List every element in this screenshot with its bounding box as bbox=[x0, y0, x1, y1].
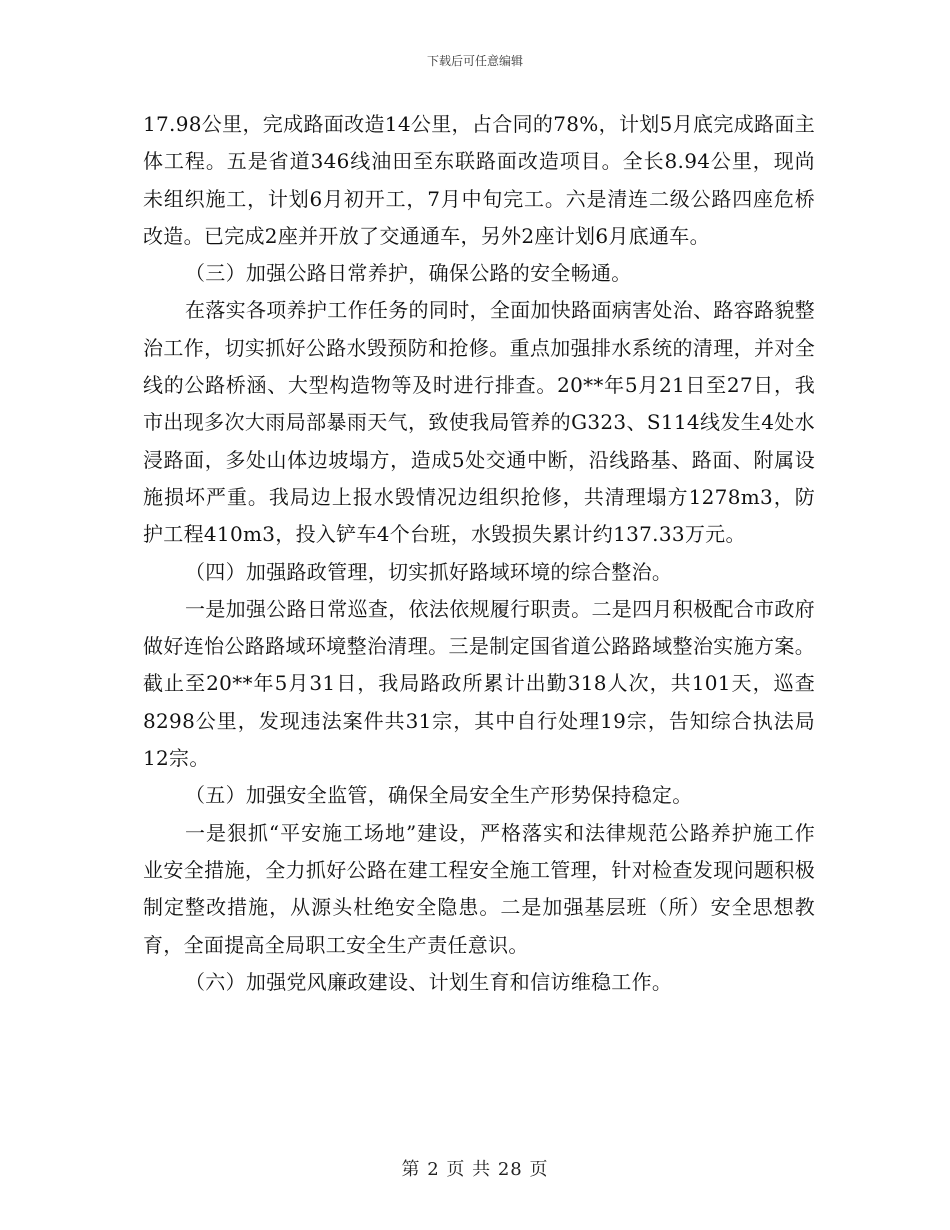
document-body bbox=[143, 106, 815, 1001]
paragraph-maintenance: 在落实各项养护工作任务的同时，全面加快路面病害处治、路容路貌整治工作，切实抓好公路水毁预防和抢修。重点加强排水系统的清理，并对全线的公路桥涵、大型构造物等及时进行排查。20**年5月21日至27日，我市出现多次大雨局部暴雨天气，致使我局管养的G323、S114线发生4处水浸路面，多处山体边坡塌方，造成5处交通中断，沿线路基、路面、附属设施损坏严重。我局边上报水毁情况边组织抢修，共清理塌方1278m3，防护工程410m3，投入铲车4个台班，水毁损失累计约137.33万元。 bbox=[143, 298, 815, 547]
section-heading-6: （六）加强党风廉政建设、计划生育和信访维稳工作。 bbox=[185, 969, 673, 994]
paragraph-safety: 一是狠抓“平安施工场地”建设，严格落实和法律规范公路养护施工作业安全措施，全力抓好公路在建工程安全施工管理，针对检查发现问题积极制定整改措施，从源头杜绝安全隐患。二是加强基层班（所）安全思想教育，全面提高全局职工安全生产责任意识。 bbox=[143, 820, 815, 957]
section-heading-3: （三）加强公路日常养护，确保公路的安全畅通。 bbox=[185, 261, 632, 286]
section-heading-5: （五）加强安全监管，确保全局安全生产形势保持稳定。 bbox=[185, 783, 693, 808]
paragraph-continuation: 17.98公里，完成路面改造14公里，占合同的78%，计划5月底完成路面主体工程。五是省道346线油田至东联路面改造项目。全长8.94公里，现尚未组织施工，计划6月初开工，7月中旬完工。六是清连二级公路四座危桥改造。已完成2座并开放了交通通车，另外2座计划6月底通车。 bbox=[143, 112, 815, 248]
paragraph-road-administration: 一是加强公路日常巡查，依法依规履行职责。二是四月积极配合市政府做好连怡公路路域环境整治清理。三是制定国省道公路路域整治实施方案。截止至20**年5月31日，我局路政所累计出勤318人次，共101天，巡查8298公里，发现违法案件共31宗，其中自行处理19宗，告知综合执法局12宗。 bbox=[143, 596, 815, 771]
section-heading-4: （四）加强路政管理，切实抓好路域环境的综合整治。 bbox=[185, 559, 673, 584]
page-number-footer: 第 2 页 共 28 页 bbox=[401, 1159, 549, 1180]
header-note: 下载后可任意编辑 bbox=[426, 54, 523, 68]
